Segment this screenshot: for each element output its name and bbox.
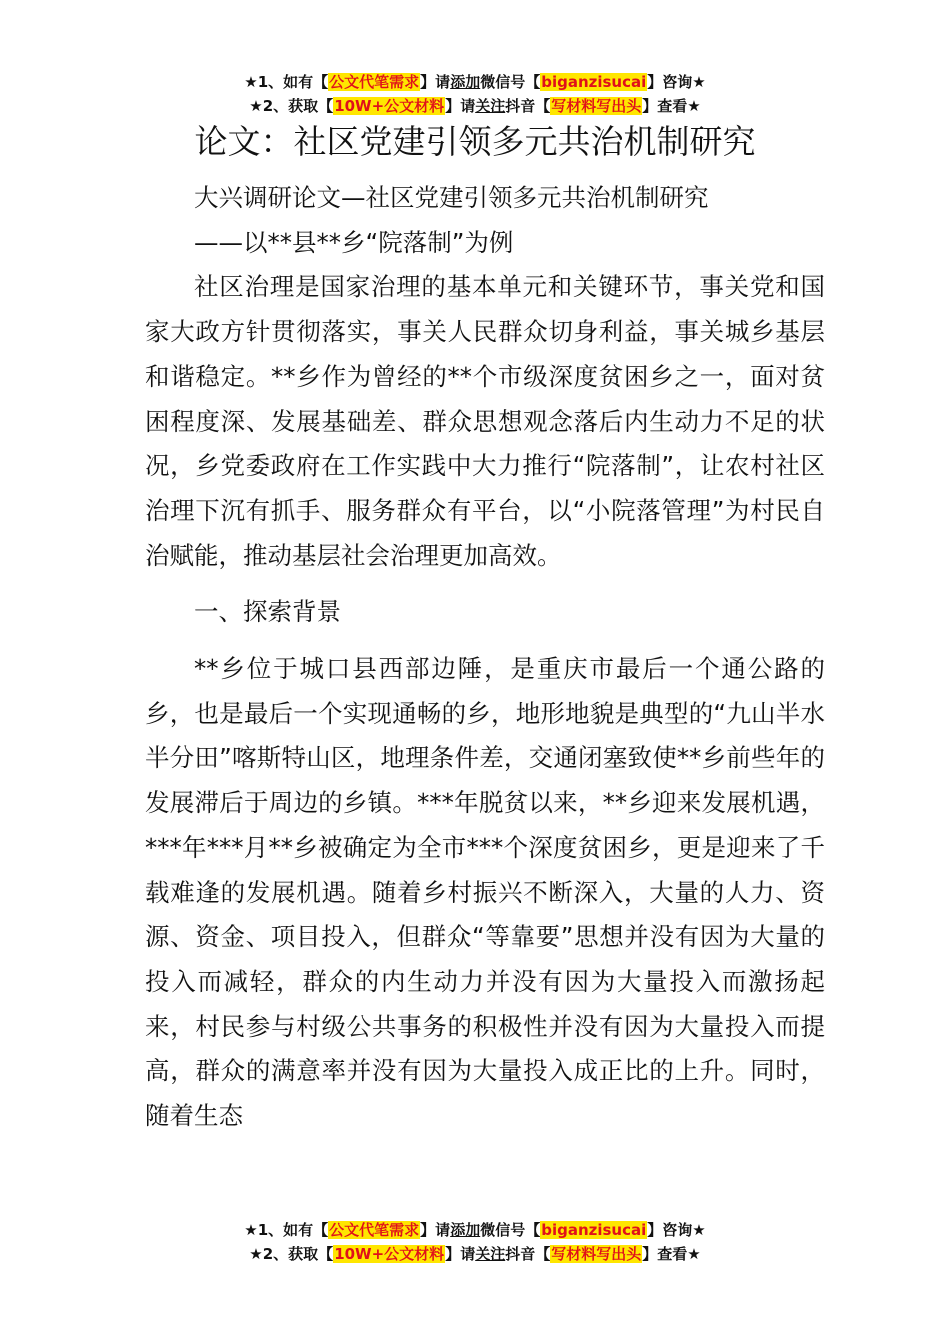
document-subtitle: 大兴调研论文—社区党建引领多元共治机制研究	[194, 183, 709, 212]
promo-line-2-middle: 】请	[445, 1245, 476, 1263]
promo-line-2-middle-2: 抖音【	[505, 97, 551, 115]
promo-footer	[0, 1218, 950, 1266]
promo-line-1-middle-2: 微信号【	[480, 1221, 541, 1239]
document-body	[145, 176, 825, 1139]
promo-line-2-emphasis: 关注	[475, 97, 506, 115]
promo-line-2-suffix: 】查看★	[642, 97, 701, 115]
promo-line-2-prefix: ★2、获取【	[249, 97, 334, 115]
promo-line-1-prefix: ★1、如有【	[244, 73, 329, 91]
promo-line-1-highlight-wechat: biganzisucai	[541, 73, 647, 91]
promo-line-2-highlight-materials: 10W+公文材料	[334, 97, 445, 115]
promo-line-1-middle: 】请	[420, 1221, 451, 1239]
paragraph-background: **乡位于城口县西部边陲，是重庆市最后一个通公路的乡，也是最后一个实现通畅的乡，地形地貌是典型的“九山半水半分田”喀斯特山区，地理条件差，交通闭塞致使**乡前些年的发展滞后于周边的乡镇。***年脱贫以来，**乡迎来发展机遇，***年***月**乡被确定为全市***个深度贫困乡，更是迎来了千载难逢的发展机遇。随着乡村振兴不断深入，大量的人力、资源、资金、项目投入，但群众“等靠要”思想并没有因为大量的投入而减轻，群众的内生动力并没有因为大量投入而激扬起来，村民参与村级公共事务的积极性并没有因为大量投入而提高，群众的满意率并没有因为大量投入成正比的上升。同时，随着生态	[145, 654, 825, 1131]
promo-line-2-highlight-account: 写材料写出头	[551, 1245, 642, 1263]
document-subtitle-case: ——以**县**乡“院落制”为例	[194, 227, 514, 257]
promo-line-2-middle: 】请	[445, 97, 476, 115]
promo-line-2	[0, 94, 950, 118]
promo-line-1	[0, 1218, 950, 1242]
promo-line-2-middle-2: 抖音【	[505, 1245, 551, 1263]
promo-line-2-prefix: ★2、获取【	[249, 1245, 334, 1263]
promo-line-1-middle-2: 微信号【	[480, 73, 541, 91]
paragraph-introduction: 社区治理是国家治理的基本单元和关键环节，事关党和国家大政方针贯彻落实，事关人民群众切身利益，事关城乡基层和谐稳定。**乡作为曾经的**个市级深度贫困乡之一，面对贫困程度深、发展基础差、群众思想观念落后内生动力不足的状况，乡党委政府在工作实践中大力推行“院落制”，让农村社区治理下沉有抓手、服务群众有平台，以“小院落管理”为村民自治赋能，推动基层社会治理更加高效。	[145, 272, 825, 570]
promo-line-2-highlight-materials: 10W+公文材料	[334, 1245, 445, 1263]
document-title: 论文：社区党建引领多元共治机制研究	[194, 122, 756, 161]
promo-line-2-highlight-account: 写材料写出头	[551, 97, 642, 115]
promo-line-1-highlight-service: 公文代笔需求	[329, 73, 420, 91]
promo-line-1-suffix: 】咨询★	[647, 73, 706, 91]
promo-line-1	[0, 70, 950, 94]
promo-header	[0, 70, 950, 118]
promo-line-2	[0, 1242, 950, 1266]
promo-line-2-suffix: 】查看★	[642, 1245, 701, 1263]
promo-line-1-suffix: 】咨询★	[647, 1221, 706, 1239]
promo-line-1-highlight-wechat: biganzisucai	[541, 1221, 647, 1239]
promo-line-2-emphasis: 关注	[475, 1245, 506, 1263]
promo-line-1-prefix: ★1、如有【	[244, 1221, 329, 1239]
promo-line-1-emphasis: 添加	[450, 1221, 481, 1239]
promo-line-1-emphasis: 添加	[450, 73, 481, 91]
promo-line-1-highlight-service: 公文代笔需求	[329, 1221, 420, 1239]
promo-line-1-middle: 】请	[420, 73, 451, 91]
section-heading-background: 一、探索背景	[194, 597, 341, 627]
